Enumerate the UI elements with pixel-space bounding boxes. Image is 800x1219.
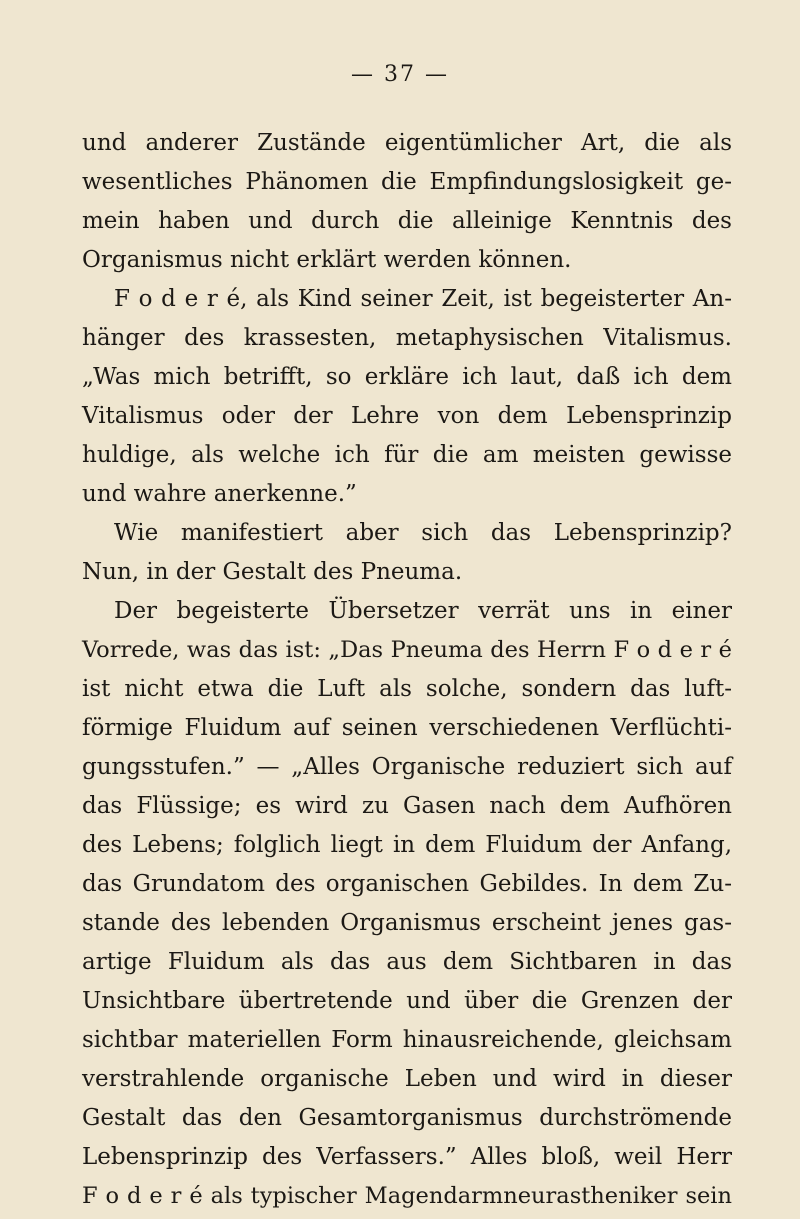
text-line: gungsstufen.” — „Alles Organische reduziert sich auf [82,754,732,780]
text-line: huldige, als welche ich für die am meisten gewisse [82,442,732,468]
text-line: förmige Fluidum auf seinen verschiedenen Verflüchti- [82,715,732,741]
text-line: und anderer Zustände eigentümlicher Art, die als [82,130,732,156]
text-line: hänger des krassesten, metaphysischen Vitalismus. [82,325,732,351]
text-line: stande des lebenden Organismus erscheint jenes gas- [82,910,732,936]
text-line: Organismus nicht erklärt werden können. [82,247,572,273]
text-line: Gestalt das den Gesamtorganismus durchströmende [82,1105,732,1131]
text-line: Unsichtbare übertretende und über die Grenzen der [82,988,732,1014]
text-line: Wie manifestiert aber sich das Lebensprinzip? [114,520,732,546]
text-line: das Grundatom des organischen Gebildes. In dem Zu- [82,871,732,897]
text-line: Der begeisterte Übersetzer verrät uns in einer [114,598,732,624]
page-number: — 37 — [351,62,449,87]
text-line: Vorrede, was das ist: „Das Pneuma des Herrn F o d e r é [82,637,732,663]
text-line: Nun, in der Gestalt des Pneuma. [82,559,463,585]
text-line: mein haben und durch die alleinige Kenntnis des [82,208,732,234]
text-line: Vitalismus oder der Lehre von dem Lebensprinzip [82,403,732,429]
text-line: des Lebens; folglich liegt in dem Fluidum der Anfang, [82,832,732,858]
text-line: verstrahlende organische Leben und wird in dieser [82,1066,732,1092]
body-text [82,127,732,1219]
text-line: ist nicht etwa die Luft als solche, sondern das luft- [82,676,732,702]
text-line: wesentliches Phänomen die Empfindungslosigkeit ge- [82,169,732,195]
text-line: „Was mich betrifft, so erkläre ich laut, daß ich dem [82,364,732,390]
text-line: artige Fluidum als das aus dem Sichtbaren in das [82,949,732,975]
text-line: und wahre anerkenne.” [82,481,357,507]
text-line: das Flüssige; es wird zu Gasen nach dem Aufhören [82,793,732,819]
text-line: Lebensprinzip des Verfassers.” Alles bloß, weil Herr [82,1144,732,1170]
text-line: sichtbar materiellen Form hinausreichende, gleichsam [82,1027,732,1053]
text-line: F o d e r é als typischer Magendarmneurastheniker sein [82,1183,732,1209]
text-line: F o d e r é, als Kind seiner Zeit, ist begeisterter An- [114,286,732,312]
